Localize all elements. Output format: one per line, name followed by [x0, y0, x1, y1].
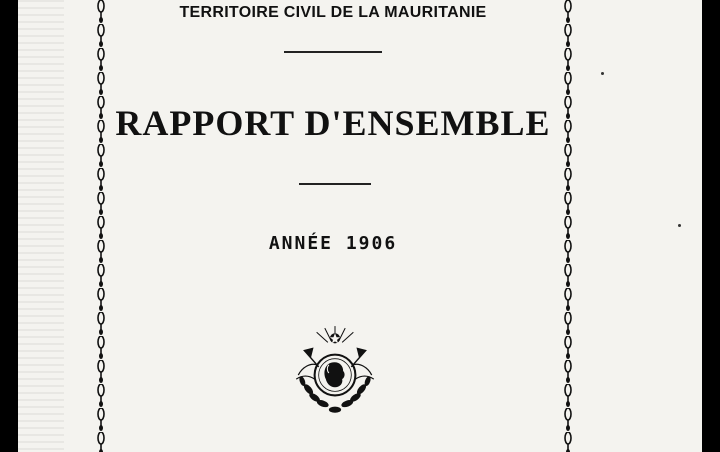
territory-header: TERRITOIRE CIVIL DE LA MAURITANIE [179, 4, 487, 21]
scanned-page-edge [18, 0, 64, 452]
scan-speck [601, 72, 604, 75]
republic-seal-icon [284, 322, 386, 424]
report-title: RAPPORT D'ENSEMBLE [115, 103, 551, 143]
right-chain-border [561, 0, 575, 452]
scan-speck [678, 224, 681, 227]
divider-rule-bottom [299, 183, 371, 185]
document-page [18, 0, 702, 452]
divider-rule-top [284, 51, 382, 53]
left-chain-border [94, 0, 108, 452]
report-year: ANNÉE 1906 [268, 233, 398, 254]
